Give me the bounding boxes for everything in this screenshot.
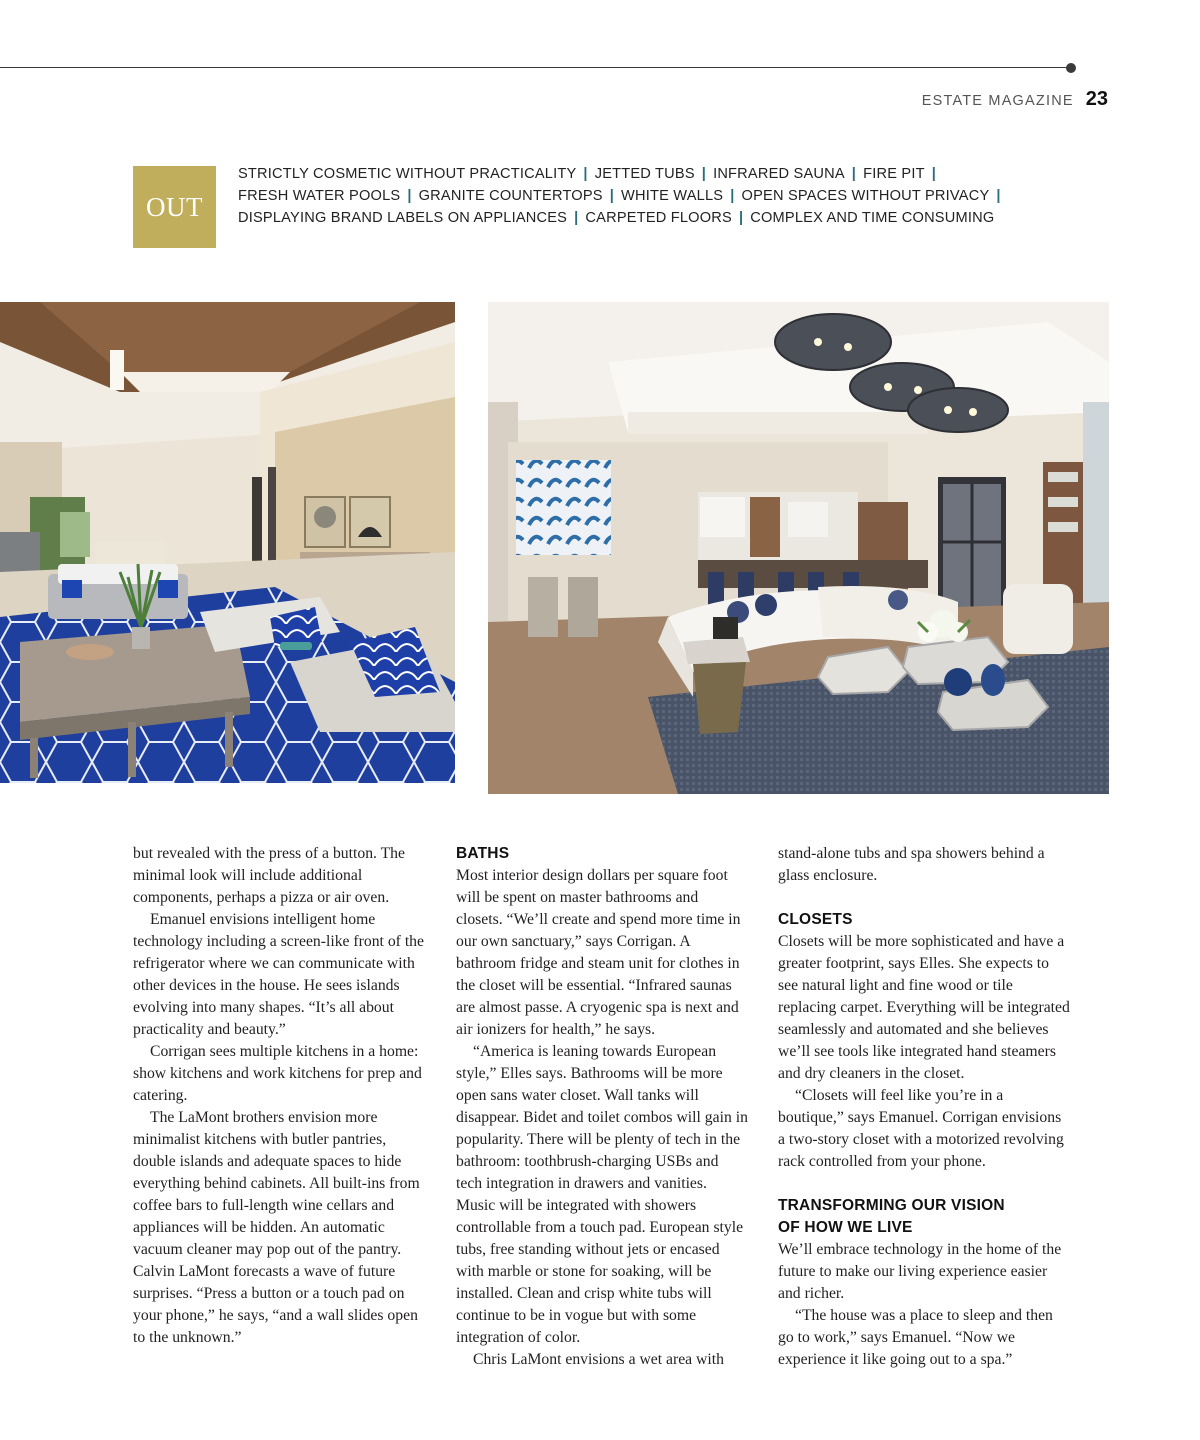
heading-line: OF HOW WE LIVE — [778, 1219, 913, 1236]
out-trend-list — [238, 163, 1098, 229]
section-heading-vision — [778, 1195, 1070, 1239]
paragraph: stand-alone tubs and spa showers behind a glass enclosure. — [778, 845, 1045, 884]
paragraph: Corrigan sees multiple kitchens in a home: show kitchens and work kitchens for prep and catering. — [133, 1043, 422, 1104]
out-item: WHITE WALLS — [621, 188, 724, 204]
out-item: STRICTLY COSMETIC WITHOUT PRACTICALITY — [238, 166, 577, 182]
paragraph: “America is leaning towards European style,” Elles says. Bathrooms will be more open sans water closet. Wall tanks will disappear. Bidet and toilet combos will gain in popularity. There will be plenty of tech in the bathroom: toothbrush-charging USBs and tech integration in drawers and vanities. Music will be integrated with showers controllable from a touch pad. European style tubs, free standing without jets or encased with marble or stone for soaking, will be installed. Clean and crisp white tubs will continue to be in vogue but with some integration of color. — [456, 1043, 748, 1346]
separator: | — [407, 188, 412, 204]
separator: | — [851, 166, 857, 182]
out-item: INFRARED SAUNA — [713, 166, 845, 182]
separator: | — [738, 210, 744, 226]
out-line-1 — [238, 163, 1098, 185]
paragraph: The LaMont brothers envision more minimalist kitchens with butler pantries, double islands and adequate spaces to hide everything behind cabinets. All built-ins from coffee bars to full-length wine cellars and appliances will be hidden. An automatic vacuum cleaner may pop out of the pantry. Calvin LaMont forecasts a wave of future surprises. “Press a button or a touch pad on your phone,” he says, “and a wall slides open to the unknown.” — [133, 1109, 420, 1346]
body-column-1 — [133, 843, 425, 1349]
out-label-box — [133, 166, 216, 248]
out-item: OPEN SPACES WITHOUT PRIVACY — [741, 188, 990, 204]
out-item: DISPLAYING BRAND LABELS ON APPLIANCES — [238, 210, 568, 226]
out-item: FRESH WATER POOLS — [238, 188, 401, 204]
section-heading-closets: CLOSETS — [778, 911, 853, 928]
out-item: CARPETED FLOORS — [585, 210, 732, 226]
paragraph: Most interior design dollars per square foot will be spent on master bathrooms and closets. “We’ll create and spend more time in our own sanctuary,” says Corrigan. A bathroom fridge and steam unit for clothes in the closet will be essential. “Infrared saunas are almost passe. A cryogenic spa is next and air ionizers for health,” he says. — [456, 867, 741, 1038]
separator: | — [996, 188, 1001, 204]
separator: | — [701, 166, 707, 182]
page-number: 23 — [1085, 88, 1108, 110]
rule-end-dot — [1066, 63, 1076, 73]
paragraph: Chris LaMont envisions a wet area with — [473, 1351, 724, 1368]
running-head — [922, 88, 1108, 111]
paragraph: “Closets will feel like you’re in a boutique,” says Emanuel. Corrigan envisions a two-story closet with a motorized revolving rack controlled from your phone. — [778, 1087, 1064, 1170]
separator: | — [609, 188, 615, 204]
separator: | — [574, 210, 579, 226]
paragraph: We’ll embrace technology in the home of the future to make our living experience easier and richer. — [778, 1241, 1062, 1302]
paragraph: Closets will be more sophisticated and have a greater footprint, says Elles. She expects to see natural light and fine wood or tile replacing carpet. Everything will be integrated seamlessly and automated and she believes we’ll see tools like integrated hand steamers and dry cleaners in the closet. — [778, 933, 1070, 1082]
out-line-2 — [238, 185, 1098, 207]
out-item: COMPLEX AND TIME CONSUMING — [750, 210, 995, 226]
lanai-photo — [0, 302, 455, 783]
out-item: JETTED TUBS — [594, 166, 695, 182]
great-room-photo — [488, 302, 1109, 794]
paragraph: but revealed with the press of a button. The minimal look will include additional components, perhaps a pizza or air oven. — [133, 845, 405, 906]
top-rule — [0, 67, 1071, 68]
section-heading-baths: BATHS — [456, 845, 510, 862]
out-item: FIRE PIT — [863, 166, 925, 182]
separator: | — [931, 166, 936, 182]
separator: | — [583, 166, 588, 182]
out-label: OUT — [146, 191, 203, 222]
magazine-name: ESTATE MAGAZINE — [921, 93, 1074, 109]
body-column-2 — [456, 843, 748, 1371]
paragraph: Emanuel envisions intelligent home technology including a screen-like front of the refrigerator where we can communicate with other devices in the house. He sees islands evolving into many shapes. “It’s all about practicality and beauty.” — [133, 911, 424, 1038]
out-item: GRANITE COUNTERTOPS — [418, 188, 603, 204]
separator: | — [730, 188, 735, 204]
out-line-3 — [238, 207, 1098, 229]
body-column-3 — [778, 843, 1070, 1371]
paragraph: “The house was a place to sleep and then go to work,” says Emanuel. “Now we experience it like going out to a spa.” — [778, 1307, 1053, 1368]
heading-line: TRANSFORMING OUR VISION — [778, 1197, 1005, 1214]
